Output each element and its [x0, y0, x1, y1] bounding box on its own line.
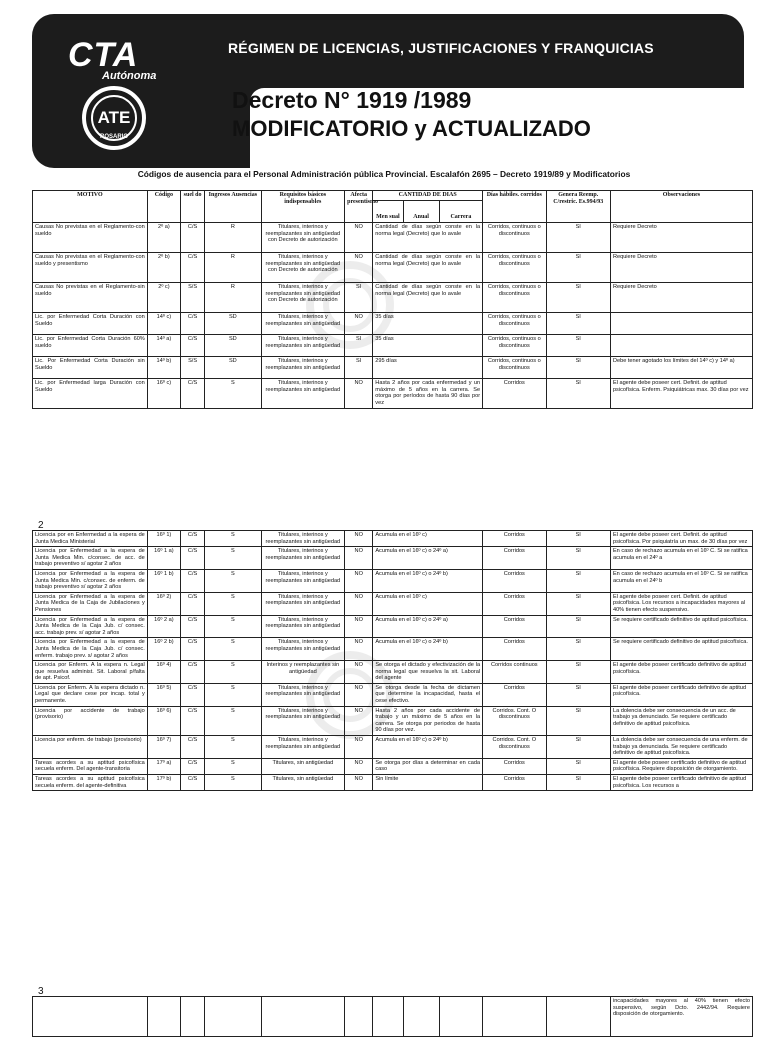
afecta-cell: NO	[345, 736, 373, 759]
motivo-cell: Lic. por Enfermedad Corta Duración con Sueldo	[33, 313, 148, 335]
sueldo-cell: C/S	[181, 313, 205, 335]
requisitos-cell: Titulares, interinos y reemplazantes sin antigüedad	[261, 531, 345, 547]
dias-cell: Corridos	[483, 531, 546, 547]
codigo-cell: 16º 1 a)	[147, 547, 180, 570]
sueldo-cell: C/S	[181, 638, 205, 661]
sueldo-cell: C/S	[181, 592, 205, 615]
table-row	[33, 335, 753, 357]
requisitos-cell: Interinos y reemplazantes sin antigüedad	[261, 661, 345, 684]
requisitos-cell: Titulares, interinos y reemplazantes sin antigüedad	[261, 313, 345, 335]
observaciones-cell: Requiere Decreto	[610, 283, 752, 313]
requisitos-cell: Titulares, interinos y reemplazantes sin antigüedad	[261, 736, 345, 759]
ingresos-cell: S	[205, 569, 261, 592]
cantidad-cell: Acumula en el 16º c)	[373, 592, 483, 615]
modificatorio-title: MODIFICATORIO y ACTUALIZADO	[232, 116, 591, 141]
table-header-row	[33, 191, 753, 201]
observaciones-cell: El agente debe poseer cert. Definit. de aptitud psicofísica. Enferm. Psiquiátricas max. 30 días por vez	[610, 379, 752, 409]
codigo-cell: 2º c)	[147, 283, 180, 313]
dias-cell: Corridos	[483, 569, 546, 592]
requisitos-cell: Titulares, interinos y reemplazantes sin antigüedad	[261, 615, 345, 638]
table-row	[33, 615, 753, 638]
page-number: 2	[38, 520, 44, 531]
motivo-cell: Licencia por enferm. de trabajo (provisorio)	[33, 736, 148, 759]
genera-cell: SI	[546, 683, 610, 706]
dias-cell: Corridos	[483, 775, 546, 791]
ingresos-cell: SD	[205, 357, 261, 379]
requisitos-cell: Titulares, interinos y reemplazantes sin antigüedad con Decreto de autorización	[261, 253, 345, 283]
regimen-title: RÉGIMEN DE LICENCIAS, JUSTIFICACIONES Y FRANQUICIAS	[228, 40, 654, 56]
col-requisitos: Requisitos básicos indispensables	[261, 191, 345, 223]
genera-cell: SI	[546, 736, 610, 759]
afecta-cell: SI	[345, 335, 373, 357]
cantidad-cell: Hasta 2 años por cada enfermedad y un máximo de 5 años en la carrera. Se otorga por períodos de hasta 90 días por vez	[373, 379, 483, 409]
ingresos-cell: S	[205, 775, 261, 791]
cta-logo-sub: Autónoma	[102, 70, 157, 82]
ingresos-cell: S	[205, 661, 261, 684]
sueldo-cell: C/S	[181, 661, 205, 684]
codigo-cell: 16º 1)	[147, 531, 180, 547]
col-codigo: Código	[147, 191, 180, 223]
afecta-cell: NO	[345, 223, 373, 253]
page-number: 3	[38, 986, 44, 997]
ingresos-cell: S	[205, 531, 261, 547]
afecta-cell: NO	[345, 253, 373, 283]
dias-cell: Corridos	[483, 615, 546, 638]
codigo-cell: 14º b)	[147, 357, 180, 379]
cta-logo-text: CTA	[68, 36, 139, 74]
motivo-cell: Tareas acordes a su aptitud psicofísica secuela enferm. del agente-definitiva	[33, 775, 148, 791]
genera-cell: SI	[546, 223, 610, 253]
table-row	[33, 758, 753, 774]
afecta-cell: NO	[345, 775, 373, 791]
requisitos-cell: Titulares, interinos y reemplazantes sin antigüedad con Decreto de autorización	[261, 283, 345, 313]
afecta-cell: NO	[345, 706, 373, 735]
cantidad-cell: Acumula en el 16º c) o 24º a)	[373, 547, 483, 570]
afecta-cell: NO	[345, 379, 373, 409]
absence-codes-table	[32, 190, 753, 409]
genera-cell: SI	[546, 569, 610, 592]
table-row	[33, 661, 753, 684]
afecta-cell: NO	[345, 661, 373, 684]
codigo-cell: 2º a)	[147, 223, 180, 253]
motivo-cell: Lic. por Enfermedad larga Duración con Sueldo	[33, 379, 148, 409]
genera-cell: SI	[546, 638, 610, 661]
col-genera: Genera Reemp. C/restric. Es.994/93	[546, 191, 610, 223]
sueldo-cell: C/S	[181, 615, 205, 638]
genera-cell: SI	[546, 706, 610, 735]
observaciones-cell: El agente debe poseer certificado definitivo de aptitud psicofísica.	[610, 683, 752, 706]
afecta-cell: NO	[345, 569, 373, 592]
genera-cell: SI	[546, 253, 610, 283]
col-cantidad: CANTIDAD DE DIAS	[373, 191, 483, 201]
table-row	[33, 592, 753, 615]
ate-logo-city: ROSARIO	[99, 134, 129, 140]
codigo-cell: 16º 2 b)	[147, 638, 180, 661]
afecta-cell: NO	[345, 758, 373, 774]
motivo-cell: Licencia por Enfermedad a la espera de Junta Medica de la Caja Jub. c/ consec. acc. trabajo prev. s/ agotar 2 años	[33, 615, 148, 638]
requisitos-cell: Titulares, sin antigüedad	[261, 775, 345, 791]
ingresos-cell: R	[205, 223, 261, 253]
motivo-cell: Licencia por Enfermedad a la espera de Junta Medica de la Caja Jub. c/ consec. enferm. trabajo prev. s/ agotar 2 años	[33, 638, 148, 661]
motivo-cell: Lic. Por Enfermedad Corta Duración sin Sueldo	[33, 357, 148, 379]
afecta-cell: NO	[345, 683, 373, 706]
cantidad-cell: Acumula en el 16º c) o 24º b)	[373, 638, 483, 661]
ingresos-cell: R	[205, 253, 261, 283]
dias-cell: Corridos, continuos o discontinuos	[483, 223, 546, 253]
table-row	[33, 357, 753, 379]
observaciones-cell	[610, 313, 752, 335]
ingresos-cell: S	[205, 615, 261, 638]
requisitos-cell: Titulares, sin antigüedad	[261, 758, 345, 774]
motivo-cell: Causas No previstas en el Reglamento-sin sueldo	[33, 283, 148, 313]
dias-cell: Corridos, continuos o discontinuos	[483, 283, 546, 313]
cantidad-cell: Cantidad de días según conste en la norma legal (Decreto) que lo avale	[373, 283, 483, 313]
genera-cell: SI	[546, 615, 610, 638]
dias-cell: Corridos, continuos o discontinuos	[483, 253, 546, 283]
requisitos-cell: Titulares, interinos y reemplazantes sin antigüedad	[261, 638, 345, 661]
table-row	[33, 283, 753, 313]
motivo-cell: Lic. por Enfermedad Corta Duración 60% sueldo	[33, 335, 148, 357]
cantidad-cell: Sin límite	[373, 775, 483, 791]
table-row	[33, 706, 753, 735]
sueldo-cell: S/S	[181, 357, 205, 379]
dias-cell: Corridos. Cont. O discontinuos	[483, 736, 546, 759]
ingresos-cell: S	[205, 758, 261, 774]
ingresos-cell: S	[205, 683, 261, 706]
observaciones-cell: El agente debe poseer cert. Definit. de aptitud psicofísica. Por psiquiatría un max. de 30 días por vez	[610, 531, 752, 547]
motivo-cell: Causas No previstas en el Reglamento-con sueldo	[33, 223, 148, 253]
table-row	[33, 638, 753, 661]
cantidad-cell: Hasta 2 años por cada accidente de trabajo y un máximo de 5 años en la carrera. Se otorga por periodos de hasta 90 días por vez.	[373, 706, 483, 735]
cantidad-cell: Se otorga desde la fecha de dictamen que determine la incapacidad, hasta el cese efectivo.	[373, 683, 483, 706]
afecta-cell: SI	[345, 357, 373, 379]
table-row	[33, 569, 753, 592]
afecta-cell: NO	[345, 531, 373, 547]
sueldo-cell: C/S	[181, 569, 205, 592]
genera-cell: SI	[546, 531, 610, 547]
genera-cell: SI	[546, 547, 610, 570]
col-dias: Días hábiles. corridos	[483, 191, 546, 223]
cantidad-cell: Cantidad de días según conste en la norma legal (Decreto) que lo avale	[373, 253, 483, 283]
codigo-cell: 16º 2 a)	[147, 615, 180, 638]
decreto-title: Decreto N° 1919 /1989	[232, 87, 472, 113]
cantidad-cell: 295 días	[373, 357, 483, 379]
motivo-cell: Licencia por Enfermedad a la espera de Junta Medica Min. c/consec. de acc. de trabajo preventivo s/ agotar 2 años	[33, 547, 148, 570]
genera-cell: SI	[546, 592, 610, 615]
sueldo-cell: C/S	[181, 775, 205, 791]
cantidad-cell: 35 días	[373, 335, 483, 357]
requisitos-cell: Titulares, interinos y reemplazantes sin antigüedad	[261, 335, 345, 357]
motivo-cell: Licencia por Enfermedad a la espera de Junta Medica de la Caja de Jubilaciones y Pensiones	[33, 592, 148, 615]
cantidad-cell: Se otorga por días a determinar en cada caso	[373, 758, 483, 774]
observaciones-cell: Debe tener agotado los límites del 14º c) y 14º a)	[610, 357, 752, 379]
ingresos-cell: S	[205, 379, 261, 409]
motivo-cell: Licencia por accidente de trabajo (provisorio)	[33, 706, 148, 735]
obs-cell: incapacidades mayores al 40% tienen efecto suspensivo, según Dcto. 2442/94. Requiere disposición de otorgamiento.	[610, 997, 752, 1037]
table-row	[33, 683, 753, 706]
col-anual: Anual	[403, 201, 439, 223]
table-row	[33, 379, 753, 409]
requisitos-cell: Titulares, interinos y reemplazantes sin antigüedad	[261, 569, 345, 592]
afecta-cell: NO	[345, 313, 373, 335]
dias-cell: Corridos, continuos o discontinuos	[483, 335, 546, 357]
table-row	[33, 775, 753, 791]
codigo-cell: 14º c)	[147, 313, 180, 335]
requisitos-cell: Titulares, interinos y reemplazantes sin antigüedad	[261, 547, 345, 570]
observaciones-cell: En caso de rechazo acumula en el 16º C. Si se ratifica acumula en el 24º b	[610, 569, 752, 592]
dias-cell: Corridos	[483, 379, 546, 409]
observaciones-cell: La dolencia debe ser consecuencia de una enferm. de trabajo ya denunciada. Se requiere certificado definitivo de aptitud psicofísica.	[610, 736, 752, 759]
col-mensual: Men sual	[373, 201, 403, 223]
requisitos-cell: Titulares, interinos y reemplazantes sin antigüedad con Decreto de autorización	[261, 223, 345, 253]
sueldo-cell: C/S	[181, 223, 205, 253]
sueldo-cell: C/S	[181, 706, 205, 735]
observaciones-cell: El agente debe poseer certificado definitivo de aptitud psicofísica. Requiere disposición de otorgamiento.	[610, 758, 752, 774]
ingresos-cell: R	[205, 283, 261, 313]
requisitos-cell: Titulares, interinos y reemplazantes sin antigüedad	[261, 706, 345, 735]
cantidad-cell: Acumula en el 16º c) o 24º a)	[373, 615, 483, 638]
observaciones-cell: El agente debe poseer certificado definitivo de aptitud psicofísica.	[610, 661, 752, 684]
observaciones-cell: El agente debe poseer cert. Definit. de aptitud psicofísica. Los recursos a incapacidades mayores al 40% tienen efecto suspensivo.	[610, 592, 752, 615]
cta-logo	[68, 36, 198, 86]
sueldo-cell: C/S	[181, 335, 205, 357]
motivo-cell: Licencia por en Enfermedad a la espera de Junta Medica Ministerial	[33, 531, 148, 547]
sueldo-cell: C/S	[181, 758, 205, 774]
afecta-cell: NO	[345, 592, 373, 615]
table-row	[33, 531, 753, 547]
codigo-cell: 2º b)	[147, 253, 180, 283]
sueldo-cell: S/S	[181, 283, 205, 313]
ingresos-cell: S	[205, 638, 261, 661]
sueldo-cell: C/S	[181, 379, 205, 409]
genera-cell: SI	[546, 379, 610, 409]
motivo-cell: Causas No previstas en el Reglamento-con sueldo y presentismo	[33, 253, 148, 283]
page-subtitle: Códigos de ausencia para el Personal Administración pública Provincial. Escalafón 2695 – Decreto 1919/89 y Modificatorios	[137, 169, 631, 179]
dias-cell: Corridos, continuos o discontinuos	[483, 313, 546, 335]
codigo-cell: 16º 4)	[147, 661, 180, 684]
codigo-cell: 16º 1 b)	[147, 569, 180, 592]
observaciones-cell: Requiere Decreto	[610, 223, 752, 253]
col-carrera: Carrera	[439, 201, 482, 223]
codigo-cell: 16º c)	[147, 379, 180, 409]
requisitos-cell: Titulares, interinos y reemplazantes sin antigüedad	[261, 357, 345, 379]
ate-logo-text: ATE	[97, 108, 131, 127]
col-ingresos: Ingresos Ausencias	[205, 191, 261, 223]
sueldo-cell: C/S	[181, 683, 205, 706]
genera-cell: SI	[546, 283, 610, 313]
motivo-cell: Licencia por Enferm. A la espera n. Legal que resuelva administ. Sit. Laboral p/falta de apt. Psicof.	[33, 661, 148, 684]
requisitos-cell: Titulares, interinos y reemplazantes sin antigüedad	[261, 592, 345, 615]
afecta-cell: NO	[345, 547, 373, 570]
afecta-cell: NO	[345, 615, 373, 638]
cantidad-cell: Cantidad de días según conste en la norma legal (Decreto) que lo avale	[373, 223, 483, 253]
observaciones-cell: En caso de rechazo acumula en el 16º C. Si se ratifica acumula en el 24º a	[610, 547, 752, 570]
cantidad-cell: Acumula en el 16º c) o 24º b)	[373, 736, 483, 759]
dias-cell: Corridos	[483, 547, 546, 570]
cantidad-cell: Acumula en el 16º c)	[373, 531, 483, 547]
genera-cell: SI	[546, 313, 610, 335]
dias-cell: Corridos	[483, 592, 546, 615]
codigo-cell: 16º 2)	[147, 592, 180, 615]
codigo-cell: 16º 6)	[147, 706, 180, 735]
dias-cell: Corridos	[483, 638, 546, 661]
dias-cell: Corridos, continuos o discontinuos	[483, 357, 546, 379]
table-row	[33, 313, 753, 335]
dias-cell: Corridos	[483, 758, 546, 774]
table-row	[33, 223, 753, 253]
ingresos-cell: S	[205, 547, 261, 570]
observaciones-cell	[610, 335, 752, 357]
ingresos-cell: S	[205, 592, 261, 615]
table-row	[33, 736, 753, 759]
genera-cell: SI	[546, 661, 610, 684]
table-row	[33, 547, 753, 570]
afecta-cell: NO	[345, 638, 373, 661]
ate-logo-icon	[82, 86, 146, 150]
afecta-cell: SI	[345, 283, 373, 313]
dias-cell: Corridos continuos	[483, 661, 546, 684]
codigo-cell: 14º a)	[147, 335, 180, 357]
observaciones-cell: La dolencia debe ser consecuencia de un acc. de trabajo ya denunciado. Se requiere certificado definitivo de aptitud psicofísica.	[610, 706, 752, 735]
col-motivo: MOTIVO	[33, 191, 148, 223]
ingresos-cell: SD	[205, 313, 261, 335]
requisitos-cell: Titulares, interinos y reemplazantes sin antigüedad	[261, 683, 345, 706]
codigo-cell: 16º 7)	[147, 736, 180, 759]
observaciones-cell: Se requiere certificado definitivo de aptitud psicofísica.	[610, 615, 752, 638]
genera-cell: SI	[546, 775, 610, 791]
observaciones-cell: Requiere Decreto	[610, 253, 752, 283]
cantidad-cell: Acumula en el 16º c) o 24º b)	[373, 569, 483, 592]
genera-cell: SI	[546, 357, 610, 379]
ingresos-cell: S	[205, 706, 261, 735]
col-sueldo: suel do	[181, 191, 205, 223]
codigo-cell: 17º a)	[147, 758, 180, 774]
sueldo-cell: C/S	[181, 253, 205, 283]
cantidad-cell: Se otorga el dictado y efectivización de la norma legal que resuelva la sit. Laboral del agente	[373, 661, 483, 684]
requisitos-cell: Titulares, interinos y reemplazantes sin antigüedad	[261, 379, 345, 409]
motivo-cell: Licencia por Enfermedad a la espera de Junta Medica Min. c/consec. de enferm. de trabajo preventivo s/ agotar 2 años	[33, 569, 148, 592]
sueldo-cell: C/S	[181, 736, 205, 759]
observaciones-cell: El agente debe poseer certificado definitivo de aptitud psicofísica. Los recursos a	[610, 775, 752, 791]
cantidad-cell: 35 días	[373, 313, 483, 335]
dias-cell: Corridos. Cont. O discontinuos	[483, 706, 546, 735]
col-afecta: Afecta presentismo	[345, 191, 373, 223]
motivo-cell: Tareas acordes a su aptitud psicofísica secuela enferm. Del agente-transitoria	[33, 758, 148, 774]
ingresos-cell: SD	[205, 335, 261, 357]
absence-codes-table-continued	[32, 530, 753, 791]
genera-cell: SI	[546, 335, 610, 357]
motivo-cell: Licencia por Enferm. A la espera dictado n. Legal que declare cese por incap. total y permanente.	[33, 683, 148, 706]
codigo-cell: 16º 5)	[147, 683, 180, 706]
table-row	[33, 253, 753, 283]
col-observaciones: Observaciones	[610, 191, 752, 223]
absence-codes-table-page3	[32, 996, 753, 1037]
table-row	[33, 997, 753, 1037]
dias-cell: Corridos	[483, 683, 546, 706]
ingresos-cell: S	[205, 736, 261, 759]
sueldo-cell: C/S	[181, 547, 205, 570]
observaciones-cell: Se requiere certificado definitivo de aptitud psicofísica.	[610, 638, 752, 661]
codigo-cell: 17º b)	[147, 775, 180, 791]
sueldo-cell: C/S	[181, 531, 205, 547]
genera-cell: SI	[546, 758, 610, 774]
